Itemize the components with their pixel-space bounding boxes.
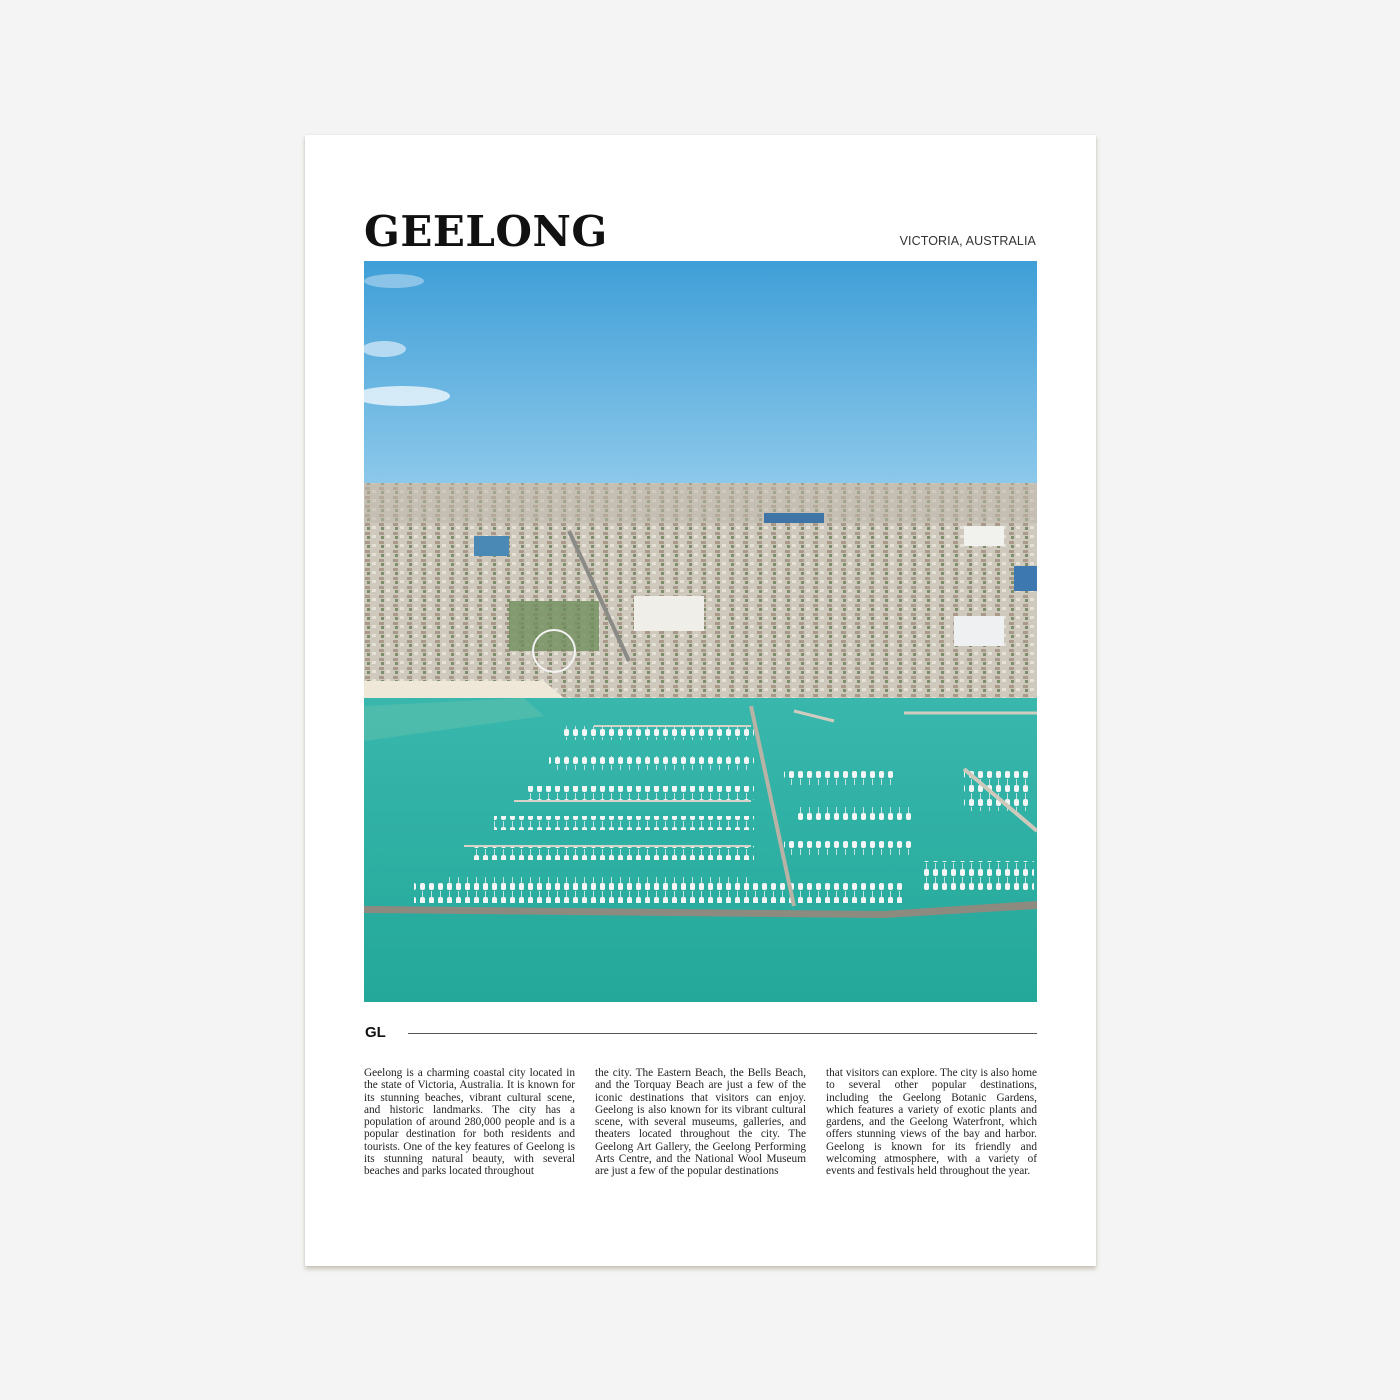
description-column-2: the city. The Eastern Beach, the Bells Beach, and the Torquay Beach are just a few of the iconic destinations that visitors can enjoy. Geelong is also known for its vibrant cultural scene, with several museums, galleries, and theaters located throughout the city. The Geelong Art Gallery, the Geelong Performing Arts Centre, and the National Wool Museum are just a few of the popular destinations	[595, 1067, 806, 1178]
aerial-marina-photo	[364, 261, 1037, 1002]
city-code: GL	[365, 1024, 386, 1041]
description-column-3: that visitors can explore. The city is also home to several other popular destinations, including the Geelong Botanic Gardens, which features a variety of exotic plants and gardens, and the Geelong Waterfront, which offers stunning views of the bay and harbor. Geelong is known for its friendly and welcoming atmosphere, with a variety of events and festivals held throughout the year.	[826, 1067, 1037, 1178]
description-columns	[364, 1067, 1037, 1197]
poster-title: GEELONG	[364, 207, 608, 256]
sky-area	[364, 261, 1037, 483]
poster-subtitle: VICTORIA, AUSTRALIA	[899, 234, 1036, 248]
poster	[305, 135, 1096, 1266]
description-column-1: Geelong is a charming coastal city located in the state of Victoria, Australia. It is known for its stunning beaches, vibrant cultural scene, and historic landmarks. The city has a population of around 280,000 people and is a popular destination for both residents and tourists. One of the key features of Geelong is its stunning natural beauty, with several beaches and parks located throughout	[364, 1067, 575, 1178]
divider-line	[408, 1033, 1037, 1034]
